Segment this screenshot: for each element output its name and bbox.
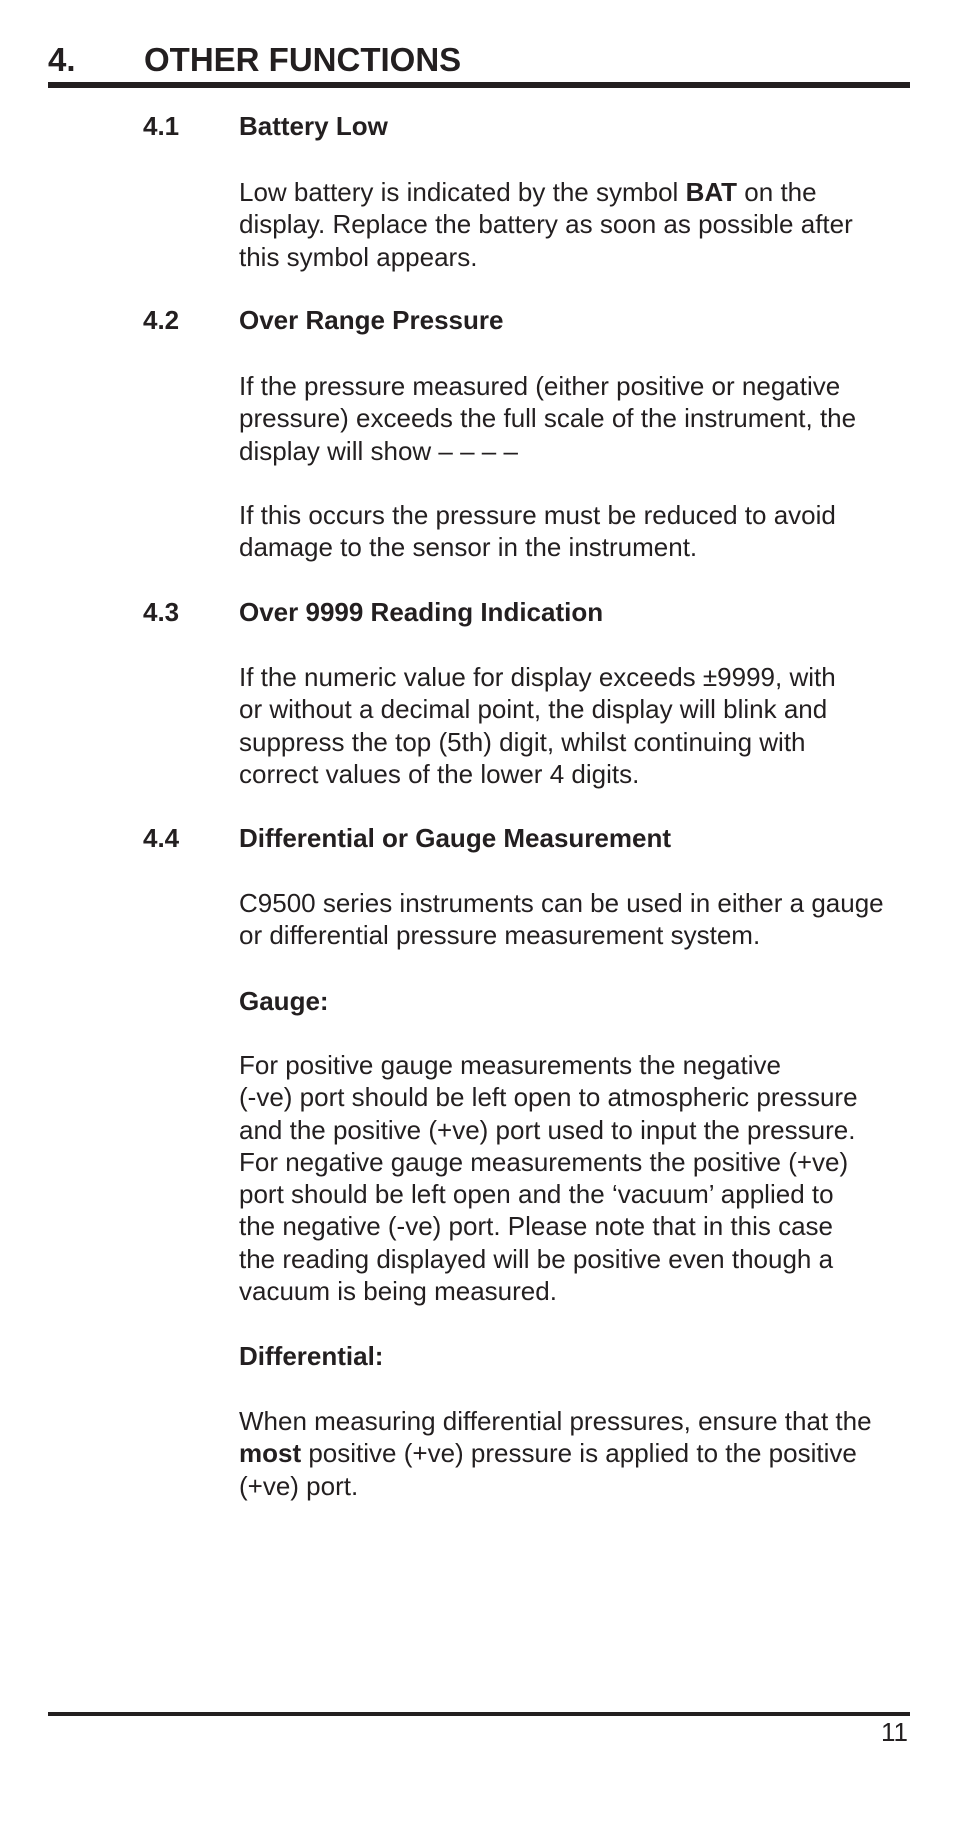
differential-paragraph [239, 1405, 919, 1502]
chapter-number: 4. [48, 41, 76, 78]
footer-rule [48, 1712, 910, 1716]
paragraph-line: display. Replace the battery as soon as possible after [239, 209, 853, 240]
section-title: Over Range Pressure [239, 305, 504, 335]
section-number: 4.1 [143, 111, 180, 141]
paragraph-line: this symbol appears. [239, 241, 478, 272]
paragraph-line: or differential pressure measurement system. [239, 920, 761, 951]
paragraph-line: If the pressure measured (either positive or negative [239, 371, 841, 401]
over-9999-paragraph [239, 661, 919, 790]
paragraph-line: If the numeric value for display exceeds ±9999, with [239, 662, 836, 692]
section-title: Differential or Gauge Measurement [239, 823, 671, 853]
text-run: positive (+ve) pressure is applied to the positive [301, 1438, 857, 1469]
paragraph-line: and the positive (+ve) port used to input the pressure. [239, 1114, 856, 1145]
chapter-title: OTHER FUNCTIONS [144, 41, 462, 78]
paragraph-line: damage to the sensor in the instrument. [239, 532, 698, 563]
paragraph-line: If this occurs the pressure must be reduced to avoid [239, 500, 836, 530]
gauge-subheading: Gauge: [239, 986, 329, 1016]
over-range-paragraph [239, 370, 919, 467]
paragraph-line: the reading displayed will be positive even though a [239, 1243, 834, 1274]
emphasis-most: most [239, 1438, 302, 1469]
text-run: on the [737, 177, 817, 207]
section-title: Over 9999 Reading Indication [239, 597, 604, 627]
header-rule [48, 82, 910, 88]
paragraph-line: or without a decimal point, the display will blink and [239, 694, 828, 725]
paragraph-line: For positive gauge measurements the negative [239, 1050, 781, 1080]
paragraph-line: When measuring differential pressures, ensure that the [239, 1406, 872, 1436]
paragraph-line: (+ve) port. [239, 1470, 359, 1501]
paragraph-line [239, 1437, 919, 1469]
paragraph-line: For negative gauge measurements the positive (+ve) [239, 1146, 849, 1177]
paragraph-line: the negative (-ve) port. Please note that in this case [239, 1211, 834, 1242]
section-number: 4.2 [143, 305, 180, 335]
over-range-warning-paragraph [239, 499, 919, 564]
paragraph-line: display will show – – – – [239, 435, 518, 466]
section-number: 4.3 [143, 597, 180, 627]
gauge-paragraph [239, 1049, 919, 1307]
differential-subheading: Differential: [239, 1341, 384, 1371]
paragraph-line: (-ve) port should be left open to atmospheric pressure [239, 1082, 858, 1113]
paragraph-line: pressure) exceeds the full scale of the instrument, the [239, 403, 857, 434]
section-number: 4.4 [143, 823, 180, 853]
paragraph-line: port should be left open and the ‘vacuum’ applied to [239, 1179, 834, 1210]
paragraph-line: suppress the top (5th) digit, whilst continuing with [239, 726, 806, 757]
page-number: 11 [881, 1717, 908, 1747]
paragraph-line: C9500 series instruments can be used in either a gauge [239, 888, 884, 918]
measurement-intro-paragraph [239, 887, 919, 952]
paragraph-line: correct values of the lower 4 digits. [239, 758, 640, 789]
section-title: Battery Low [239, 111, 388, 141]
paragraph-line [239, 176, 919, 208]
paragraph-line: vacuum is being measured. [239, 1276, 557, 1307]
battery-low-paragraph [239, 176, 919, 273]
text-run: Low battery is indicated by the symbol [239, 177, 686, 207]
bat-symbol: BAT [685, 177, 738, 207]
